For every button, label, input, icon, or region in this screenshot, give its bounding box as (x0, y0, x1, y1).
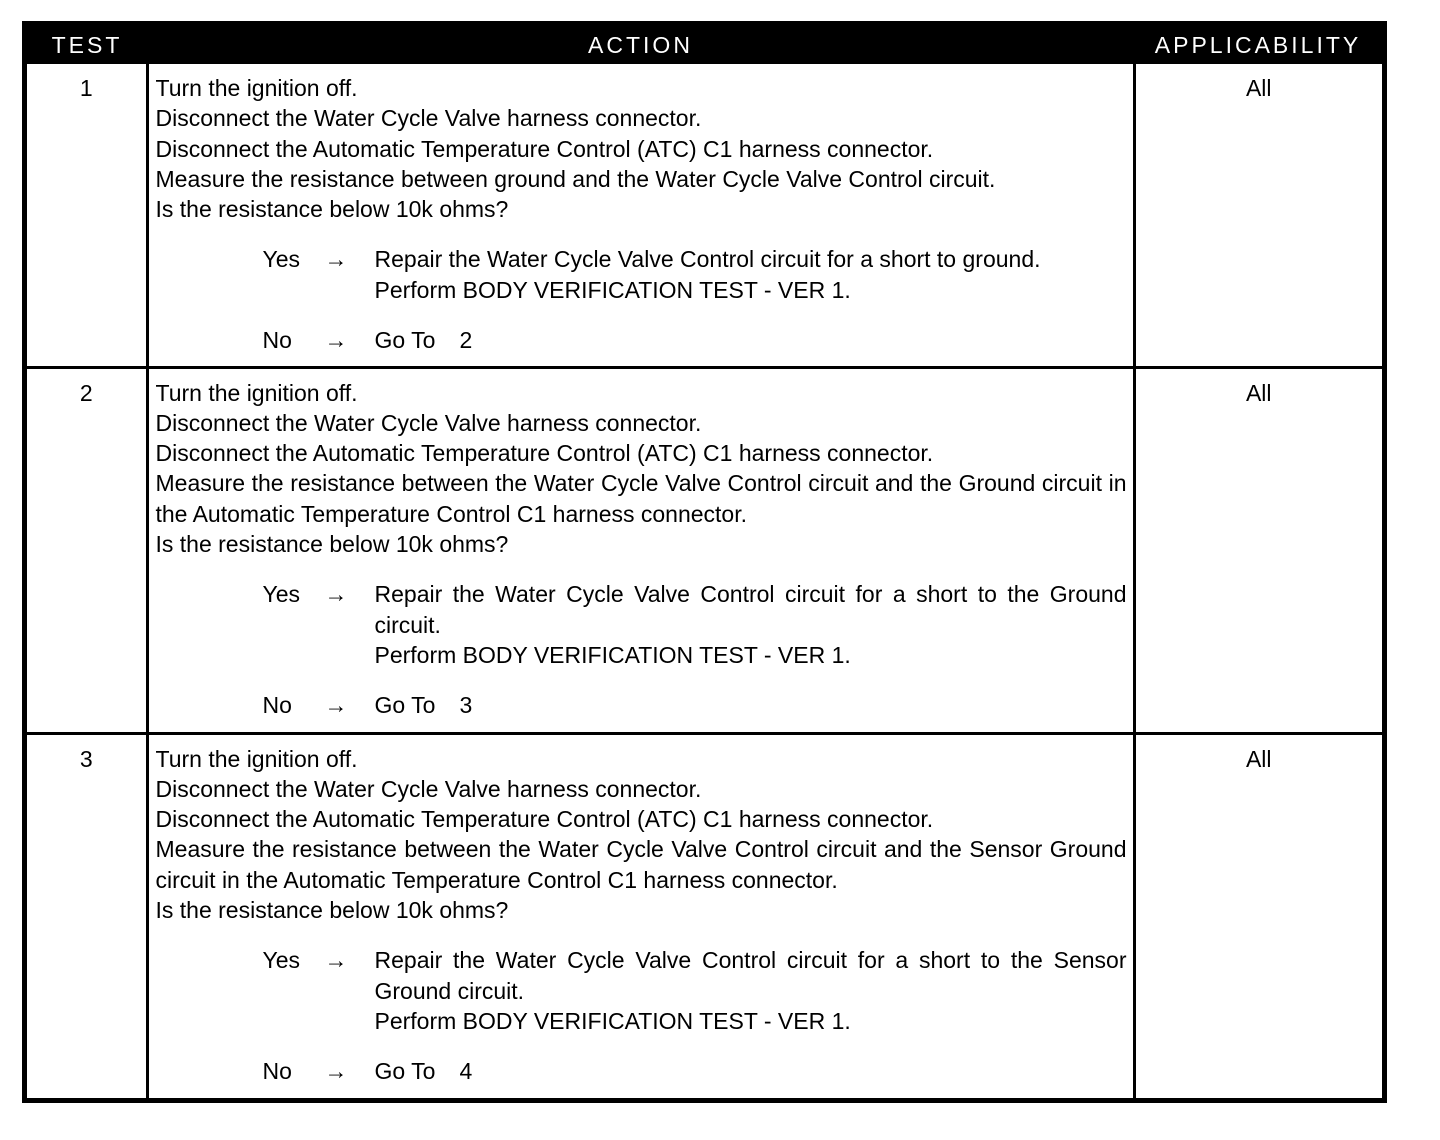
go-to-text: Go To (374, 692, 436, 719)
no-instructions (375, 1056, 1127, 1086)
verification-text: Perform BODY VERIFICATION TEST - VER 1. (374, 1007, 851, 1034)
verification-text: Perform BODY VERIFICATION TEST - VER 1. (374, 641, 851, 668)
test-row-2 (27, 367, 1382, 733)
step-text: Measure the resistance between the Water Cycle Valve Control circuit and the Sensor Ground circuit in the Automatic Temperature Control C1 harness connector. (155, 836, 1127, 893)
yes-instructions (375, 244, 1127, 305)
question-text: Is the resistance below 10k ohms? (155, 896, 509, 923)
yes-instructions (375, 579, 1127, 670)
no-answer (263, 325, 1127, 355)
arrow-icon: → (324, 581, 348, 608)
step-text: Disconnect the Automatic Temperature Control (ATC) C1 harness connector. (155, 135, 934, 162)
no-instructions (375, 325, 1127, 355)
repair-text: Repair the Water Cycle Valve Control circuit for a short to the Sensor Ground circuit. (374, 947, 1127, 1004)
step-text: Disconnect the Water Cycle Valve harness connector. (155, 409, 702, 436)
step-text: Turn the ignition off. (155, 75, 358, 101)
yes-answer (263, 579, 1127, 670)
table-header-row (27, 26, 1382, 64)
step-text: Disconnect the Water Cycle Valve harness connector. (155, 775, 702, 802)
yes-label: Yes (262, 947, 301, 974)
diagnostic-test-table (22, 21, 1387, 1103)
question-text: Is the resistance below 10k ohms? (155, 196, 509, 223)
test-action (147, 64, 1134, 367)
yes-answer (263, 945, 1127, 1036)
applicability-value: All (1245, 75, 1272, 101)
arrow-icon: → (324, 327, 348, 354)
no-answer (263, 690, 1127, 720)
repair-text: Repair the Water Cycle Valve Control circuit for a short to the Ground circuit. (374, 581, 1127, 638)
repair-text: Repair the Water Cycle Valve Control circuit for a short to ground. (374, 246, 1041, 273)
header-applicability: APPLICABILITY (1134, 26, 1382, 64)
question-text: Is the resistance below 10k ohms? (155, 530, 509, 557)
go-to-target: 2 (459, 327, 473, 354)
step-text: Measure the resistance between ground and the Water Cycle Valve Control circuit. (155, 165, 996, 192)
step-text: Disconnect the Water Cycle Valve harness connector. (155, 105, 702, 132)
applicability-value: All (1134, 733, 1382, 1099)
arrow-icon: → (324, 947, 348, 974)
no-answer (263, 1056, 1127, 1086)
step-text: Disconnect the Automatic Temperature Control (ATC) C1 harness connector. (155, 440, 934, 467)
no-label: No (262, 327, 292, 354)
yes-label: Yes (262, 246, 301, 273)
test-action (147, 367, 1134, 733)
header-action: ACTION (147, 26, 1134, 64)
go-to-text: Go To (374, 327, 436, 354)
step-text: Measure the resistance between the Water Cycle Valve Control circuit and the Ground circuit in the Automatic Temperature Control C1 harness connector. (155, 470, 1127, 527)
no-label: No (262, 1058, 292, 1085)
step-text: Turn the ignition off. (155, 745, 358, 772)
test-number: 1 (27, 64, 147, 367)
arrow-icon: → (324, 1058, 348, 1085)
test-number: 2 (27, 367, 147, 733)
go-to-text: Go To (374, 1058, 436, 1085)
test-table (27, 26, 1382, 1099)
go-to-target: 4 (459, 1058, 473, 1085)
verification-text: Perform BODY VERIFICATION TEST - VER 1. (374, 276, 851, 303)
go-to-target: 3 (459, 692, 473, 719)
header-test: TEST (27, 26, 147, 64)
test-row-1 (27, 64, 1382, 367)
yes-answer (263, 244, 1127, 305)
arrow-icon: → (324, 246, 348, 273)
no-label: No (262, 692, 292, 719)
arrow-icon: → (324, 692, 348, 719)
step-text: Turn the ignition off. (155, 379, 358, 406)
test-row-3 (27, 733, 1382, 1099)
step-text: Disconnect the Automatic Temperature Control (ATC) C1 harness connector. (155, 806, 934, 833)
test-action (147, 733, 1134, 1099)
test-number: 3 (27, 733, 147, 1099)
applicability-value: All (1134, 367, 1382, 733)
yes-instructions (375, 945, 1127, 1036)
yes-label: Yes (262, 581, 301, 608)
no-instructions (375, 690, 1127, 720)
